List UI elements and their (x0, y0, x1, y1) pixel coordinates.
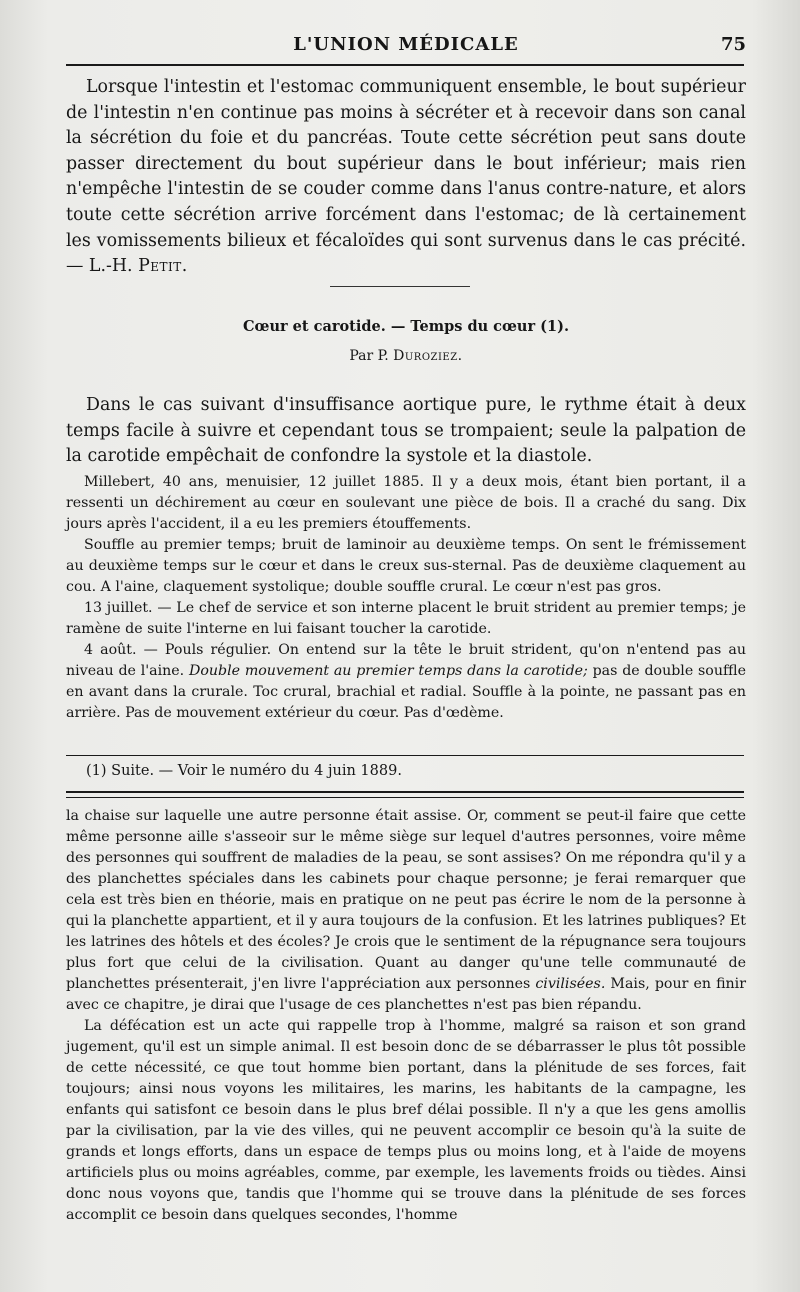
intro-section (66, 75, 746, 280)
footnote-section (66, 763, 746, 779)
feuilleton-text-1: la chaise sur laquelle une autre personne était assise. Or, comment se peut-il faire que cette même personne aille s'asseoir sur le même siège sur lequel d'autres personnes, voire même des personnes qui souffrent de maladies de la peau, se sont assises? On me répondra qu'il y a des planchettes spéciales dans les cabinets pour chaque personne; je ferai remarquer que cela est très bien en théorie, mais en pratique on ne peut pas écrire le nom de la personne à qui la planchette appartient, et il y aura toujours de la confusion. Et les latrines publiques? Et les latrines des hôtels et des écoles? Je crois que le sentiment de la répugnance sera toujours plus fort que celui de la civilisation. Quant au danger qu'une telle communauté de planchettes présenterait, j'en livre l'appréciation aux personnes (66, 808, 746, 992)
running-title: L'UNION MÉDICALE (293, 34, 519, 55)
intro-signature: Petit. (138, 256, 188, 277)
case-paragraph-aout (66, 640, 746, 724)
feuilleton-italic: civilisées. (535, 976, 606, 992)
feuilleton-rule-top (66, 791, 744, 793)
page-header (66, 30, 746, 60)
section-divider (330, 286, 470, 287)
page-number: 75 (720, 34, 746, 55)
case-paragraph: 13 juillet. — Le chef de service et son interne placent le bruit strident au premier temps; je ramène de suite l'interne en lui faisant toucher la carotide. (66, 600, 746, 637)
article-lead: Dans le cas suivant d'insuffisance aortique pure, le rythme était à deux temps facile à suivre et cependant tous se trompaient; seule la palpation de la carotide empêchait de confondre la systole et la diastole. (66, 395, 746, 467)
article-lead-section (66, 393, 746, 470)
byline-prefix: Par P. (349, 348, 394, 364)
feuilleton-section (66, 806, 746, 1226)
aout-text-1: 4 août. — Pouls régulier. On entend sur la tête le bruit strident, qu'on n'entend pas au niveau de l'aine. (66, 642, 746, 679)
case-report (66, 472, 746, 724)
aout-text-2: pas de double souffle en avant dans la crurale. Toc crural, brachial et radial. Souffle à la pointe, ne passant pas en arrière. Pas de mouvement extérieur du cœur. Pas d'œdème. (66, 663, 746, 721)
intro-paragraph (66, 75, 746, 280)
article-byline (66, 348, 746, 364)
aout-italic: Double mouvement au premier temps dans la carotide; (188, 663, 588, 679)
footnote-rule (66, 755, 744, 756)
header-rule (66, 64, 744, 66)
case-paragraph: Millebert, 40 ans, menuisier, 12 juillet 1885. Il y a deux mois, étant bien portant, il a ressenti un déchirement au cœur en soulevant une pièce de bois. Il a craché du sang. Dix jours après l'accident, il a eu les premiers étouffements. (66, 474, 746, 532)
byline-author: Duroziez. (393, 348, 463, 364)
feuilleton-paragraph (66, 806, 746, 1016)
footnote: (1) Suite. — Voir le numéro du 4 juin 1889. (86, 763, 402, 779)
intro-text: Lorsque l'intestin et l'estomac communiquent ensemble, le bout supérieur de l'intestin n'en continue pas moins à sécréter et à recevoir dans son canal la sécrétion du foie et du pancréas. Toute cette sécrétion peut sans doute passer directement du bout supérieur dans le bout inférieur; mais rien n'empêche l'intestin de se couder comme dans l'anus contre-nature, et alors toute cette sécrétion arrive forcément dans l'estomac; de là certainement les vomissements bilieux et fécaloïdes qui sont survenus dans le cas précité. — L.-H. (66, 77, 746, 277)
case-paragraph: Souffle au premier temps; bruit de laminoir au deuxième temps. On sent le frémissement au deuxième temps sur le cœur et dans le creux sus-sternal. Pas de deuxième claquement au cou. A l'aine, claquement systolique; double souffle crural. Le cœur n'est pas gros. (66, 537, 746, 595)
article-heading (66, 318, 746, 364)
feuilleton-rule-bottom (66, 797, 744, 798)
feuilleton-paragraph: La défécation est un acte qui rappelle trop à l'homme, malgré sa raison et son grand jugement, qu'il est un simple animal. Il est besoin donc de se débarrasser le plus tôt possible de cette nécessité, ce que tout homme bien portant, dans la plénitude de ses forces, fait toujours; ainsi nous voyons les militaires, les marins, les habitants de la campagne, les enfants qui satisfont ce besoin dans le plus bref délai possible. Il n'y a que les gens amollis par la civilisation, par la vie des villes, qui ne peuvent accomplir ce besoin qu'à la suite de grands et longs efforts, dans un espace de temps plus ou moins long, et à l'aide de moyens artificiels plus ou moins agréables, comme, par exemple, les lavements froids ou tièdes. Ainsi donc nous voyons que, tandis que l'homme qui se trouve dans la plénitude de ses forces accomplit ce besoin dans quelques secondes, l'homme (66, 1018, 746, 1223)
feuilleton-text-2: Mais, pour en finir avec ce chapitre, je dirai que l'usage de ces planchettes n'est pas bien répandu. (66, 976, 746, 1013)
article-title: Cœur et carotide. — Temps du cœur (1). (243, 318, 569, 335)
